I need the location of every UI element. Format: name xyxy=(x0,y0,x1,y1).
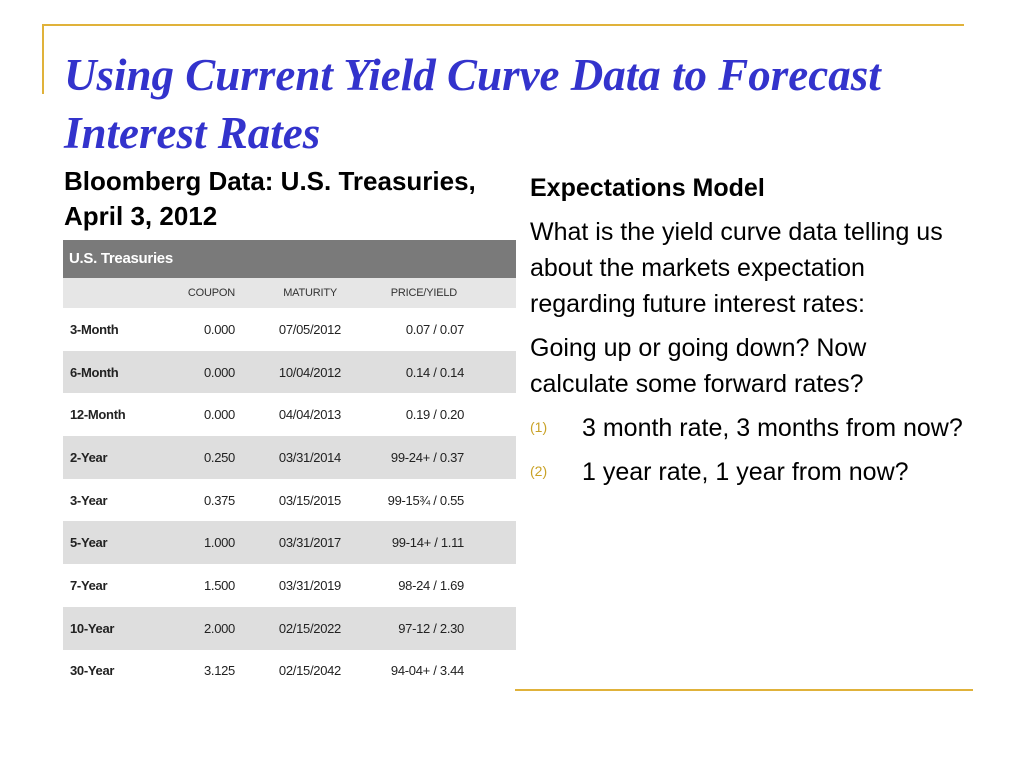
row-name: 5-Year xyxy=(70,535,108,551)
frame-left-line xyxy=(42,24,44,94)
question-paragraph: What is the yield curve data telling us about the markets expectation regarding future interest rates: xyxy=(530,218,943,318)
header-maturity: MATURITY xyxy=(283,287,337,299)
row-name: 30-Year xyxy=(70,663,115,679)
question-list xyxy=(530,410,970,490)
row-coupon: 2.000 xyxy=(203,620,235,636)
row-price-yield: 99-24+ / 0.37 xyxy=(390,449,464,465)
list-number: (1) xyxy=(530,419,548,435)
table-row xyxy=(63,650,516,693)
row-price-yield: 98-24 / 1.69 xyxy=(398,577,464,593)
table-row xyxy=(63,393,516,436)
row-coupon: 1.500 xyxy=(203,577,235,593)
slide-title: Using Current Yield Curve Data to Forecast Interest Rates xyxy=(64,50,881,158)
frame-top-line xyxy=(42,24,964,26)
row-name: 7-Year xyxy=(70,577,108,593)
row-coupon: 0.000 xyxy=(203,407,235,423)
row-maturity: 03/31/2019 xyxy=(278,577,341,593)
table-row xyxy=(63,479,516,522)
row-coupon: 0.000 xyxy=(203,364,235,380)
row-maturity: 03/31/2014 xyxy=(278,449,341,465)
row-name: 12-Month xyxy=(70,407,126,423)
row-coupon: 3.125 xyxy=(203,663,235,679)
row-price-yield: 0.19 / 0.20 xyxy=(405,407,464,423)
table-row xyxy=(63,308,516,351)
row-coupon: 1.000 xyxy=(203,535,235,551)
header-coupon: COUPON xyxy=(187,287,235,299)
row-price-yield: 99-14+ / 1.11 xyxy=(391,535,464,551)
list-item xyxy=(530,410,970,446)
table-title: U.S. Treasuries xyxy=(63,240,516,278)
row-maturity: 07/05/2012 xyxy=(278,321,341,337)
row-name: 6-Month xyxy=(70,364,119,380)
row-maturity: 10/04/2012 xyxy=(278,364,341,380)
table-row xyxy=(63,351,516,394)
row-price-yield: 97-12 / 2.30 xyxy=(398,620,464,636)
table-header-row xyxy=(63,278,516,308)
list-item xyxy=(530,454,970,490)
row-coupon: 0.000 xyxy=(203,321,235,337)
forward-rates-paragraph: Going up or going down? Now calculate some forward rates? xyxy=(530,334,867,398)
row-name: 2-Year xyxy=(70,449,108,465)
row-coupon: 0.250 xyxy=(203,449,235,465)
list-number: (2) xyxy=(530,463,548,479)
frame-bottom-line xyxy=(515,689,973,691)
row-price-yield: 99-15¾ / 0.55 xyxy=(387,492,464,508)
row-name: 3-Month xyxy=(70,321,119,337)
table-row xyxy=(63,436,516,479)
list-text: 3 month rate, 3 months from now? xyxy=(582,414,963,442)
row-price-yield: 94-04+ / 3.44 xyxy=(390,663,464,679)
row-name: 3-Year xyxy=(70,492,108,508)
row-maturity: 04/04/2013 xyxy=(278,407,341,423)
row-maturity: 03/31/2017 xyxy=(278,535,341,551)
header-price-yield: PRICE/YIELD xyxy=(390,287,457,299)
row-price-yield: 0.14 / 0.14 xyxy=(405,364,464,380)
expectations-panel xyxy=(530,170,970,498)
row-maturity: 03/15/2015 xyxy=(278,492,341,508)
table-row xyxy=(63,607,516,650)
row-coupon: 0.375 xyxy=(203,492,235,508)
row-maturity: 02/15/2042 xyxy=(278,663,341,679)
expectations-heading: Expectations Model xyxy=(530,174,765,202)
row-maturity: 02/15/2022 xyxy=(278,620,341,636)
row-price-yield: 0.07 / 0.07 xyxy=(405,321,464,337)
table-row xyxy=(63,564,516,607)
row-name: 10-Year xyxy=(70,620,115,636)
table-caption: Bloomberg Data: U.S. Treasuries, April 3, 2012 xyxy=(64,166,476,231)
treasuries-table xyxy=(63,240,516,692)
list-text: 1 year rate, 1 year from now? xyxy=(582,458,909,486)
table-row xyxy=(63,521,516,564)
